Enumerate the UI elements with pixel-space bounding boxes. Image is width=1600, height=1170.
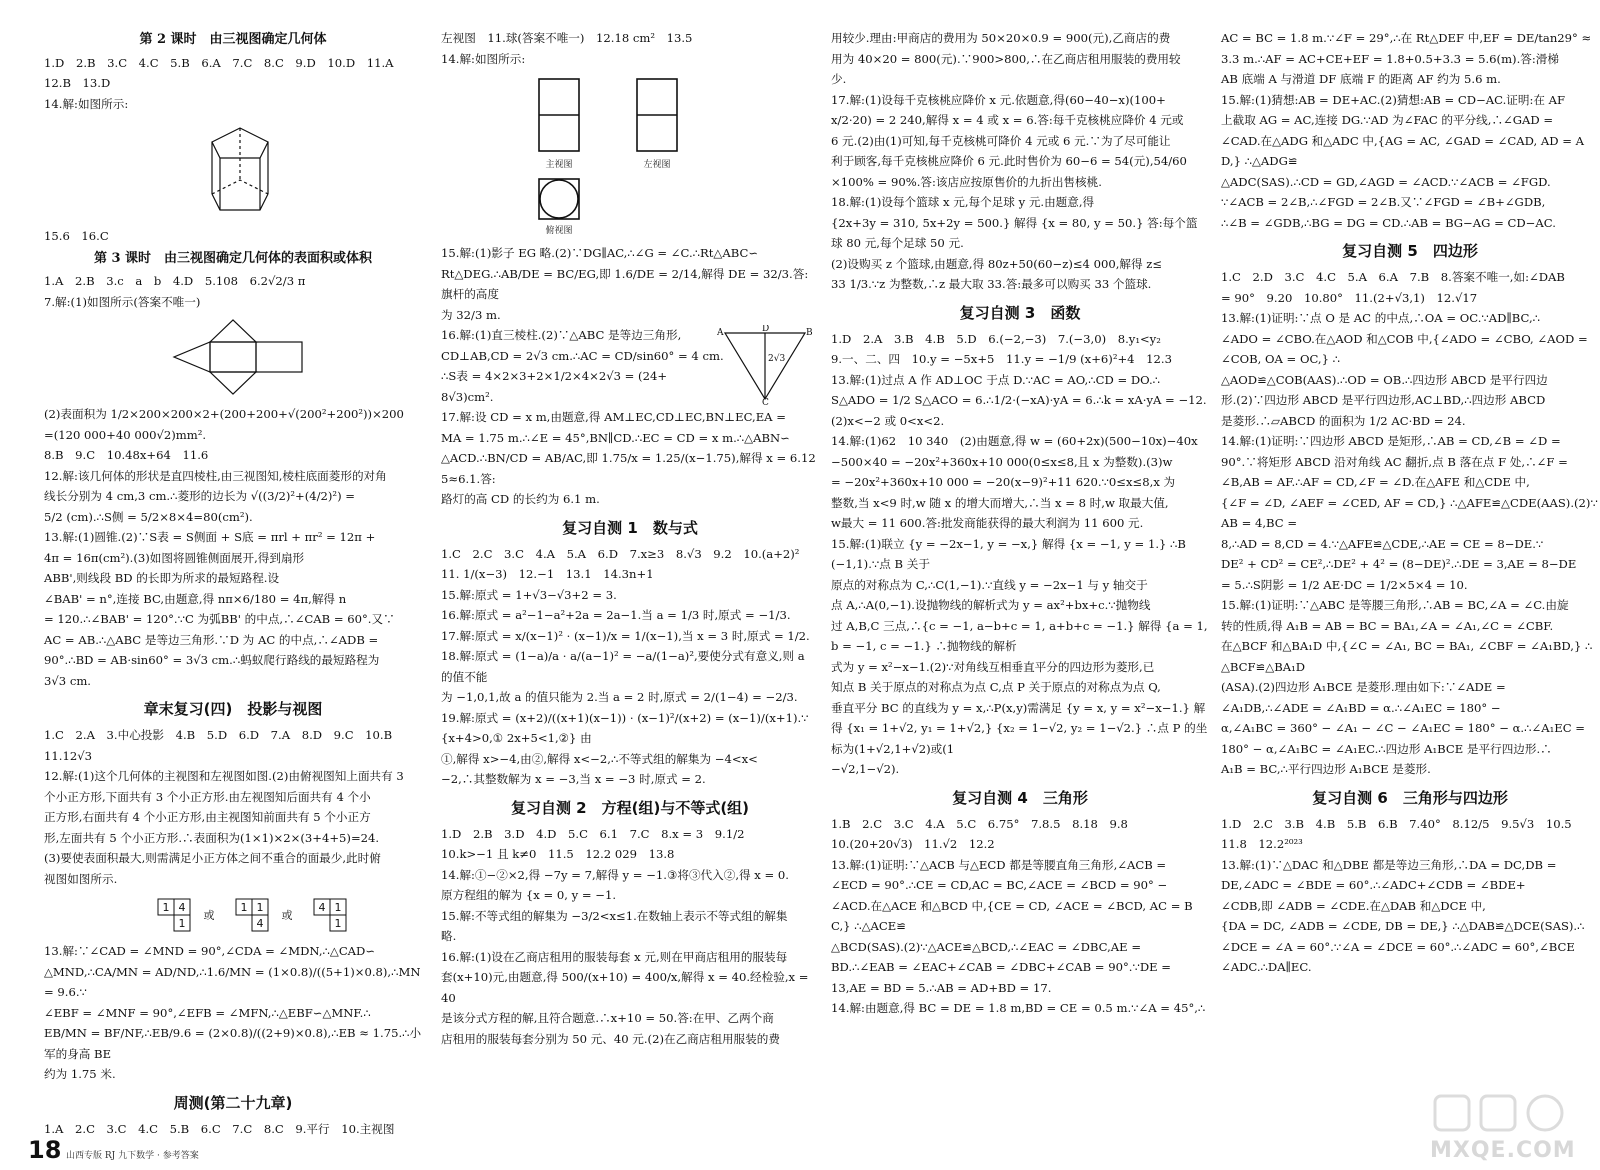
answer-line: 1.A 2.B 3.c a b 4.D 5.108 6.2√2/3 π: [44, 274, 306, 288]
answer-line: △ADC(SAS).∴CD = GD,∠AGD = ∠ACD.∵∠ACB = ∠FGD.: [1221, 174, 1551, 189]
answer-line: 16.解:(1)直三棱柱.(2)∵△ABC 是等边三角形,: [441, 328, 682, 342]
answer-line: 11. 1/(x−3) 12.−1 13.1 14.3n+1: [441, 567, 654, 581]
answer-line: 14.解:①−②×2,得 −7y = 7,解得 y = −1.③将③代入②,得 x = 0.: [441, 867, 789, 882]
answer-line: ∠DCE = ∠A = 60°.∵∠A = ∠DCE = 60°.∴∠ADC = 60°,∠BCE: [1221, 939, 1575, 954]
answer-line: 6 元.(2)由(1)可知,每千克核桃可降价 4 元或 6 元.∵为了尽可能让: [831, 133, 1171, 148]
answer-line: 1.C 2.D 3.C 4.C 5.A 6.A 7.B 8.答案不唯一,如:∠DAB: [1221, 270, 1565, 284]
answer-line: 5/2 (cm).∴S侧 = 5/2×8×4=80(cm²).: [44, 509, 253, 524]
answer-line: 视图如图所示.: [44, 871, 118, 886]
grid-cell: 1: [256, 901, 264, 914]
answer-line: 店租用的服装每套分别为 50 元、40 元.(2)在乙商店租用服装的费: [441, 1031, 780, 1046]
answer-line: 13.解:(1)过点 A 作 AD⊥OC 于点 D.∵AC = AO,∴CD = DO.∴: [831, 372, 1161, 387]
answer-line: MA = 1.75 m.∴∠E = 45°,BN∥CD.∴EC = CD = x m.∴△ABN∽: [441, 430, 790, 445]
answer-line: 9.一、二、四 10.y = −5x+5 11.y = −1/9 (x+6)²+4 12.3: [831, 352, 1172, 366]
answer-line: {2x+3y = 310, 5x+2y = 500.} 解得 {x = 80, y = 50.} 答:每个篮球 80 元,每个足球 50 元.: [831, 215, 1198, 250]
answer-line: ∠EBF = ∠MNF = 90°,∠EFB = ∠MFN,∴△EBF∽△MNF.∴: [44, 1005, 371, 1020]
answer-line: 1.B 2.C 3.C 4.A 5.C 6.75° 7.8.5 8.18 9.8: [831, 816, 1128, 831]
answer-line: 左视图 11.球(答案不唯一) 12.18 cm² 13.5: [441, 31, 693, 45]
answer-line: 8√3)cm².: [441, 389, 494, 404]
answer-line: 15.解:原式 = 1+√3−√3+2 = 3.: [441, 587, 617, 602]
page-number: 18: [28, 1136, 62, 1164]
chapter-heading: 复习自测 1 数与式: [562, 518, 698, 537]
chapter-heading: 复习自测 3 函数: [959, 303, 1081, 322]
answer-line: 整数,当 x<9 时,w 随 x 的增大而增大,∴当 x = 8 时,w 取最大值,: [831, 495, 1169, 510]
answer-line: = 120.∴∠BAB' = 120°.∵C 为弧BB' 的中点,∴∠CAB = 60°.又∵: [44, 612, 395, 626]
grid-or-label: 或: [203, 909, 215, 922]
watermark-text: MXQE.COM: [1430, 1138, 1576, 1163]
grid-cell: 4: [318, 901, 326, 914]
answer-line: 18.解:原式 = (1−a)/a · a/(a−1)² = −a/(1−a)²,要使分式有意义,则 a 的值不能: [441, 649, 809, 684]
answer-line: △ACD.∴BN/CD = AB/AC,即 1.75/x = 1.25/(x−1.75),解得 x = 6.125≈6.1.答:: [441, 451, 816, 486]
answer-line: {DA = DC, ∠ADB = ∠CDE, DB = DE,} ∴△DAB≌△DCE(SAS).∴: [1221, 919, 1585, 933]
section-heading: 第 2 课时 由三视图确定几何体: [139, 32, 327, 47]
top-view-circle: [540, 180, 578, 218]
answer-line: 17.解:设 CD = x m,由题意,得 AM⊥EC,CD⊥EC,BN⊥EC,EA =: [441, 410, 786, 424]
answer-line: w最大 = 11 600.答:批发商能获得的最大利润为 11 600 元.: [831, 516, 1144, 530]
answer-line: 为 −1,0,1,故 a 的值只能为 2.当 a = 2 时,原式 = 2/(1−4) = −2/3.: [441, 690, 798, 704]
label-length: 2√3: [768, 354, 786, 364]
answer-line: A₁B = BC,∴平行四边形 A₁BCE 是菱形.: [1221, 762, 1431, 776]
top-view-caption: 俯视图: [545, 226, 573, 236]
chapter-heading: 复习自测 4 三角形: [952, 788, 1088, 807]
chapter-heading: 周测(第二十九章): [173, 1093, 293, 1112]
chapter-heading: 复习自测 5 四边形: [1342, 242, 1478, 260]
three-views-figure: [441, 75, 819, 237]
answer-line: 13.解:∵∠CAD = ∠MND = 90°,∠CDA = ∠MDN,∴△CAD∽: [44, 944, 376, 958]
answer-line: 用较少.理由:甲商店的费用为 50×20×0.9 = 900(元),乙商店的费: [831, 31, 1171, 45]
answer-line: 14.解:如图所示:: [441, 51, 526, 66]
answer-line: S△ADO = 1/2 S△ACO = 6.∴1/2·(−xA)·yA = 6.∴k = xA·yA = −12.: [831, 393, 1207, 407]
answer-line: 形.(2)∵四边形 ABCD 是平行四边形,AC⊥BD,∴四边形 ABCD: [1221, 393, 1546, 407]
answer-line: α,∠A₁BC = 360° − ∠A₁ − ∠C − ∠A₁EC = 180° − α.∴∠A₁EC =: [1221, 721, 1585, 735]
answer-line: −2,∴其整数解为 x = −3,当 x = −3 时,原式 = 2.: [441, 772, 706, 786]
answer-line: 套(x+10)元,由题意,得 500/(x+10) = 400/x,解得 x = 40.经检验,x = 40: [441, 970, 813, 1005]
answer-line: ∠BAB' = n°,连接 BC,由题意,得 nπ×6/180 = 4π,解得 n: [44, 591, 347, 606]
answer-line: (ASA).(2)四边形 A₁BCE 是菱形.理由如下:∵∠ADE =: [1221, 680, 1506, 694]
answer-line: △MND,∴CA/MN = AD/ND,∴1.6/MN = (1×0.8)/((5+1)×0.8),∴MN = 9.6.∵: [44, 964, 425, 999]
answer-line: =(120 000+40 000√2)mm².: [44, 427, 207, 442]
answer-line: AB 底端 A 与滑道 DF 底端 F 的距离 AF 约为 5.6 m.: [1221, 72, 1501, 86]
answer-line: 在△BCF 和△BA₁D 中,{∠C = ∠A₁, BC = BA₁, ∠CBF = ∠A₁BD,} ∴△BCF≌△BA₁D: [1221, 639, 1593, 674]
answer-line: △AOD≌△COB(AAS).∴OD = OB.∴四边形 ABCD 是平行四边: [1221, 372, 1548, 387]
answer-line: 15.解:(1)猜想:AB = DE+AC.(2)猜想:AB = CD−AC.证明:在 AF: [1221, 92, 1566, 107]
answer-line: 1.D 2.A 3.B 4.B 5.D 6.(−2,−3) 7.(−3,0) 8.y₁<y₂: [831, 331, 1161, 346]
answer-line: = −20x²+360x+10 000 = −20(x−9)²+11 620.∵0≤x≤8,x 为: [831, 475, 1176, 489]
answer-line: 13,AE = BD = 5.∴AB = AD+BD = 17.: [831, 980, 1052, 995]
triangle-figure: [717, 325, 813, 405]
answer-line: 13.解:(1)圆锥.(2)∵S表 = S侧面 + S底 = πrl + πr² = 12π +: [44, 530, 376, 544]
answer-line: 是该分式方程的解,且符合题意.∴x+10 = 50.答:在甲、乙两个商: [441, 1011, 774, 1025]
answer-line: 用为 40×20 = 800(元).∵900>800,∴在乙商店租用服装的费用较: [831, 51, 1181, 66]
answer-line: 10.k>−1 且 k≠0 11.5 12.2 029 13.8: [441, 847, 675, 861]
answer-line: 8,∴AD = 8,CD = 4.∵△AFE≌△CDE,∴AE = CE = 8−DE.∵: [1221, 536, 1544, 551]
answer-line: = 5.∴S阴影 = 1/2 AE·DC = 1/2×5×4 = 10.: [1221, 577, 1468, 592]
answer-line: 形,左面共有 5 个小正方形.∴表面积为(1×1)×2×(3+4+5)=24.: [44, 830, 380, 845]
answer-line: 16.解:(1)设在乙商店租用的服装每套 x 元,则在甲商店租用的服装每: [441, 949, 788, 964]
grid-cell: 1: [334, 917, 342, 930]
answer-column-1: [44, 28, 425, 1139]
answer-line: AC = BC = 1.8 m.∵∠F = 29°,∴在 Rt△DEF 中,EF = DE/tan29° ≈: [1221, 31, 1592, 45]
grid-cell: 1: [240, 901, 248, 914]
answer-column-3: [831, 28, 1212, 1019]
answer-line: 3.3 m.∴AF = AC+CE+EF = 1.8+0.5+3.3 = 5.6(m).答:滑梯: [1221, 51, 1559, 66]
answer-line: = 90° 9.20 10.80° 11.(2+√3,1) 12.√17: [1221, 290, 1478, 305]
answer-line: 3√3 cm.: [44, 673, 91, 688]
answer-line: 1.C 2.C 3.C 4.A 5.A 6.D 7.x≥3 8.√3 9.2 10.(a+2)²: [441, 546, 800, 561]
answer-line: 14.解:(1)证明:∵四边形 ABCD 是矩形,∴AB = CD,∠B = ∠D =: [1221, 434, 1561, 448]
answer-line: 是菱形.∴▱ABCD 的面积为 1/2 AC·BD = 24.: [1221, 413, 1466, 428]
answer-line: (2)表面积为 1/2×200×200×2+(200+200+√(200²+200²))×200: [44, 407, 404, 421]
label-D: D: [762, 325, 770, 334]
answer-line: 12.解:该几何体的形状是直四棱柱,由三视图知,棱柱底面菱形的对角: [44, 468, 387, 483]
answer-line: ∠ACD.在△ACE 和△BCD 中,{CE = CD, ∠ACE = ∠BCD, AC = BC,} ∴△ACE≌: [831, 898, 1193, 933]
answer-line: 13.解:(1)证明:∵点 O 是 AC 的中点,∴OA = OC.∵AD∥BC,∴: [1221, 311, 1541, 325]
answer-line: 15.6 16.C: [44, 229, 109, 243]
answer-line: ∠A₁DB,∴∠ADE = ∠A₁BD = α.∴∠A₁EC = 180° −: [1221, 700, 1501, 715]
answer-line: 11.8 12.2²⁰²³: [1221, 837, 1303, 851]
grid-cell: 1: [162, 901, 170, 914]
answer-line: 15.解:(1)联立 {y = −2x−1, y = −x,} 解得 {x = −1, y = 1.} ∴B(−1,1).∵点 B 关于: [831, 536, 1186, 571]
answer-line: DE,∠ADC = ∠BDE = 60°.∴∠ADC+∠CDB = ∠BDE+: [1221, 878, 1526, 892]
answer-line: 得 {x₁ = 1+√2, y₁ = 1+√2,} {x₂ = 1−√2, y₂ = 1−√2.} ∴点 P 的坐标为(1+√2,1+√2)或(1: [831, 721, 1208, 756]
answer-line: −500×40 = −20x²+360x+10 000(0≤x≤8,且 x 为整数).(3)w: [831, 454, 1173, 469]
answer-line: 33 1/3.∵z 为整数,∴z 最大取 33.答:最多可以购买 33 个篮球.: [831, 277, 1152, 291]
answer-line: EB/MN = BF/NF,∴EB/9.6 = (2×0.8)/((2+9)×0.8),∴EB ≈ 1.75.∴小军的身高 BE: [44, 1026, 422, 1061]
footer-text: 山西专版 RJ 九下数学 · 参考答案: [66, 1151, 199, 1161]
top-view-grids: [44, 895, 422, 935]
answer-line: DE² + CD² = CE²,∴DE² + 4² = (8−DE)².∴DE = 3,AE = 8−DE: [1221, 557, 1577, 571]
answer-line: 17.解:(1)设每千克核桃应降价 x 元.依题意,得(60−40−x)(100+: [831, 92, 1166, 107]
main-view-caption: 主视图: [545, 160, 573, 170]
answer-line: 19.解:原式 = (x+2)/((x+1)(x−1)) · (x−1)²/(x+2) = (x−1)/(x+1).∵ {x+4>0,① 2x+5<1,②} 由: [441, 710, 813, 745]
answer-line: 1.D 2.C 3.B 4.B 5.B 6.B 7.40° 8.12/5 9.5√3 10.5: [1221, 816, 1572, 831]
answer-line: {∠F = ∠D, ∠AEF = ∠CED, AF = CD,} ∴△AFE≌△CDE(AAS).(2)∵AB = 4,BC =: [1221, 495, 1598, 530]
answer-line: 16.解:原式 = a²−1−a²+2a = 2a−1.当 a = 1/3 时,原式 = −1/3.: [441, 608, 791, 622]
answer-line: 1.D 2.B 3.C 4.C 5.B 6.A 7.C 8.C 9.D 10.D 11.A: [44, 55, 394, 70]
answer-line: 17.解:原式 = x/(x−1)² · (x−1)/x = 1/(x−1),当 x = 3 时,原式 = 1/2.: [441, 628, 810, 643]
answer-line: 路灯的高 CD 的长约为 6.1 m.: [441, 492, 600, 506]
answer-line: ∠B,AB = AF.∴AF = CD,∠F = ∠D.在△AFE 和△CDE 中,: [1221, 475, 1530, 489]
answer-line: 1.C 2.A 3.中心投影 4.B 5.D 6.D 7.A 8.D 9.C 10.B: [44, 728, 393, 742]
label-A: A: [717, 328, 724, 338]
answer-line: 12.B 13.D: [44, 76, 111, 90]
grid-cell: 4: [256, 917, 264, 930]
answer-line: x/2·20) = 2 240,解得 x = 4 或 x = 6.答:每千克核桃应降价 4 元或: [831, 113, 1184, 127]
left-view-caption: 左视图: [643, 160, 671, 170]
answer-line: ∵∠ACB = 2∠B,∴∠FGD = 2∠B.又∵∠FGD = ∠B+∠GDB,: [1221, 195, 1546, 209]
answer-line: 原点的对称点为 C,∴C(1,−1).∵直线 y = −2x−1 与 y 轴交于: [831, 577, 1148, 592]
answer-line: 14.解:由题意,得 BC = DE = 1.8 m,BD = CE = 0.5 m.∵∠A = 45°,∴: [831, 1001, 1206, 1015]
section-heading: 第 3 课时 由三视图确定几何体的表面积或体积: [93, 250, 373, 266]
answer-line: 原方程组的解为 {x = 0, y = −1.: [441, 888, 616, 902]
answer-line: ∠CDB,即 ∠ADB = ∠CDE.在△DAB 和△DCE 中,: [1221, 898, 1486, 913]
answer-line: 12.解:(1)这个几何体的主视图和左视图如图.(2)由俯视图知上面共有 3: [44, 769, 404, 783]
answer-line: 为 32/3 m.: [441, 307, 501, 322]
answer-line: ∠ADC.∴DA∥EC.: [1221, 960, 1312, 974]
answer-column-2: [441, 28, 819, 1049]
answer-line: (2)x<−2 或 0<x<2.: [831, 413, 945, 428]
answer-line: ∠ADO = ∠CBO.在△AOD 和△COB 中,{∠ADO = ∠CBO, ∠AOD = ∠COB, OA = OC,} ∴: [1221, 331, 1592, 366]
answer-line: 利于顾客,每千克核桃应降价 6 元.此时售价为 60−6 = 54(元),54/60: [831, 154, 1187, 168]
answer-line: 上截取 AG = AC,连接 DG.∵AD 为∠FAC 的平分线,∴∠GAD =: [1221, 113, 1554, 127]
answer-line: CD⊥AB,CD = 2√3 cm.∴AC = CD/sin60° = 4 cm.: [441, 348, 724, 363]
answer-line: 1.D 2.B 3.D 4.D 5.C 6.1 7.C 8.x = 3 9.1/2: [441, 826, 745, 841]
answer-line: BD.∴∠EAB = ∠EAC+∠CAB = ∠DBC+∠CAB = 90°.∵DE =: [831, 960, 1171, 974]
pentagonal-prism-drawing: [212, 128, 268, 210]
answer-line: 8.B 9.C 10.48x+64 11.6: [44, 448, 209, 462]
answer-line: 14.解:(1)62 10 340 (2)由题意,得 w = (60+2x)(500−10x)−40x: [831, 434, 1198, 448]
answer-line: ABB',则线段 BD 的长即为所求的最短路程.设: [44, 571, 280, 585]
answer-line: (2)设购买 z 个篮球,由题意,得 80z+50(60−z)≤4 000,解得 z≤: [831, 256, 1163, 271]
chapter-heading: 复习自测 6 三角形与四边形: [1312, 788, 1508, 807]
label-B: B: [806, 328, 813, 338]
answer-line: 13.解:(1)∵△DAC 和△DBE 都是等边三角形,∴DA = DC,DB =: [1221, 857, 1557, 872]
answer-line: 知点 B 关于原点的对称点为点 C,点 P 关于原点的对称点为点 Q,: [831, 680, 1161, 694]
answer-line: 略.: [441, 929, 457, 943]
answer-line: 约为 1.75 米.: [44, 1067, 116, 1081]
q16-block: [441, 325, 819, 407]
answer-line: 10.(20+20√3) 11.√2 12.2: [831, 837, 995, 851]
answer-line: 13.解:(1)证明:∵△ACB 与△ECD 都是等腰直角三角形,∠ACB =: [831, 857, 1167, 872]
grid-or-label: 或: [281, 909, 293, 922]
chapter-heading: 复习自测 2 方程(组)与不等式(组): [510, 798, 750, 817]
answer-line: 180° − α,∠A₁BC = ∠A₁EC.∴四边形 A₁BCE 是平行四边形.∴: [1221, 741, 1552, 756]
answer-line: ①,解得 x>−4,由②,解得 x<−2,∴不等式组的解集为 −4<x<: [441, 751, 758, 766]
answer-line: 线长分别为 4 cm,3 cm.∴菱形的边长为 √((3/2)²+(4/2)²) =: [44, 489, 355, 503]
answer-line: ×100% = 90%.答:该店应按原售价的九折出售核桃.: [831, 174, 1102, 189]
answer-line: 4π = 16π(cm²).(3)如图将圆锥侧面展开,得到扇形: [44, 550, 305, 565]
answer-line: Rt△DEG.∴AB/DE = BC/EG,即 1.6/DE = 2/14,解得 DE = 32/3.答:旗杆的高度: [441, 266, 809, 301]
answer-line: 7.解:(1)如图所示(答案不唯一): [44, 294, 201, 309]
answer-line: △BCD(SAS).(2)∵△ACE≌△BCD,∴∠EAC = ∠DBC,AE =: [831, 939, 1142, 954]
chapter-heading: 章末复习(四) 投影与视图: [143, 700, 323, 718]
answer-line: 14.解:如图所示:: [44, 96, 129, 111]
answer-column-4: [1221, 28, 1599, 978]
answer-line: 垂直平分 BC 的直线为 y = x,∴P(x,y)需满足 {y = x, y = x²−x−1.} 解: [831, 700, 1206, 715]
answer-line: ∠CAD.在△ADG 和△ADC 中,{AG = AC, ∠GAD = ∠CAD, AD = AD,} ∴△ADG≌: [1221, 133, 1585, 168]
answer-line: (3)要使表面积最大,则需满足小正方体之间不重合的面最少,此时俯: [44, 851, 381, 865]
answer-line: 少.: [831, 72, 847, 86]
answer-line: ∠ECD = 90°.∴CE = CD,AC = BC,∠ACE = ∠BCD = 90° −: [831, 878, 1168, 892]
answer-line: AC = AB.∴△ABC 是等边三角形.∵D 为 AC 的中点,∴∠ADB =: [44, 632, 379, 647]
answer-line: 15.解:不等式组的解集为 −3/2<x≤1.在数轴上表示不等式组的解集: [441, 908, 788, 923]
answer-line: 90°.∴BD = AB·sin60° = 3√3 cm.∴蚂蚁爬行路线的最短路程为: [44, 653, 380, 667]
answer-line: 1.A 2.C 3.C 4.C 5.B 6.C 7.C 8.C 9.平行 10.主视图: [44, 1121, 395, 1136]
answer-line: 11.12√3: [44, 748, 92, 763]
prism-figure: [44, 120, 422, 220]
grid-cell: 1: [334, 901, 342, 914]
label-C: C: [762, 398, 769, 405]
answer-line: 正方形,右面共有 4 个小正方形,由主视图知前面共有 5 个小正方: [44, 810, 371, 824]
answer-line: 15.解:(1)影子 EG 略.(2)∵DG∥AC,∴∠G = ∠C.∴Rt△ABC∽: [441, 246, 759, 260]
answer-line: 18.解:(1)设每个篮球 x 元,每个足球 y 元.由题意,得: [831, 195, 1095, 209]
answer-line: 式为 y = x²−x−1.(2)∵对角线互相垂直平分的四边形为菱形,已: [831, 659, 1155, 674]
answer-line: 点 A,∴A(0,−1).设抛物线的解析式为 y = ax²+bx+c.∵抛物线: [831, 598, 1151, 612]
answer-line: 转的性质,得 A₁B = AB = BC = BA₁,∠A = ∠A₁,∠C = ∠CBF.: [1221, 618, 1554, 633]
grid-cell: 4: [178, 901, 186, 914]
answer-line: ∴∠B = ∠GDB,∴BG = DG = CD.∴AB = BG−AG = CD−AC.: [1221, 215, 1556, 230]
answer-line: 过 A,B,C 三点,∴{c = −1, a−b+c = 1, a+b+c = −1.} 解得 {a = 1, b = −1, c = −1.} ∴抛物线的解析: [831, 618, 1212, 653]
answer-line: 个小正方形,下面共有 3 个小正方形.由左视图知后面共有 4 个小: [44, 789, 371, 804]
prism-net-drawing: [174, 320, 302, 394]
grid-cell: 1: [178, 917, 186, 930]
net-figure: [44, 318, 422, 398]
answer-line: 15.解:(1)证明:∵△ABC 是等腰三角形,∴AB = BC,∠A = ∠C.由旋: [1221, 598, 1569, 612]
answer-line: 90°.∵将矩形 ABCD 沿对角线 AC 翻折,点 B 落在点 F 处,∴∠F =: [1221, 454, 1568, 469]
answer-line: ∴S表 = 4×2×3+2×1/2×4×2√3 = (24+: [441, 369, 668, 383]
answer-line: −√2,1−√2).: [831, 762, 900, 776]
